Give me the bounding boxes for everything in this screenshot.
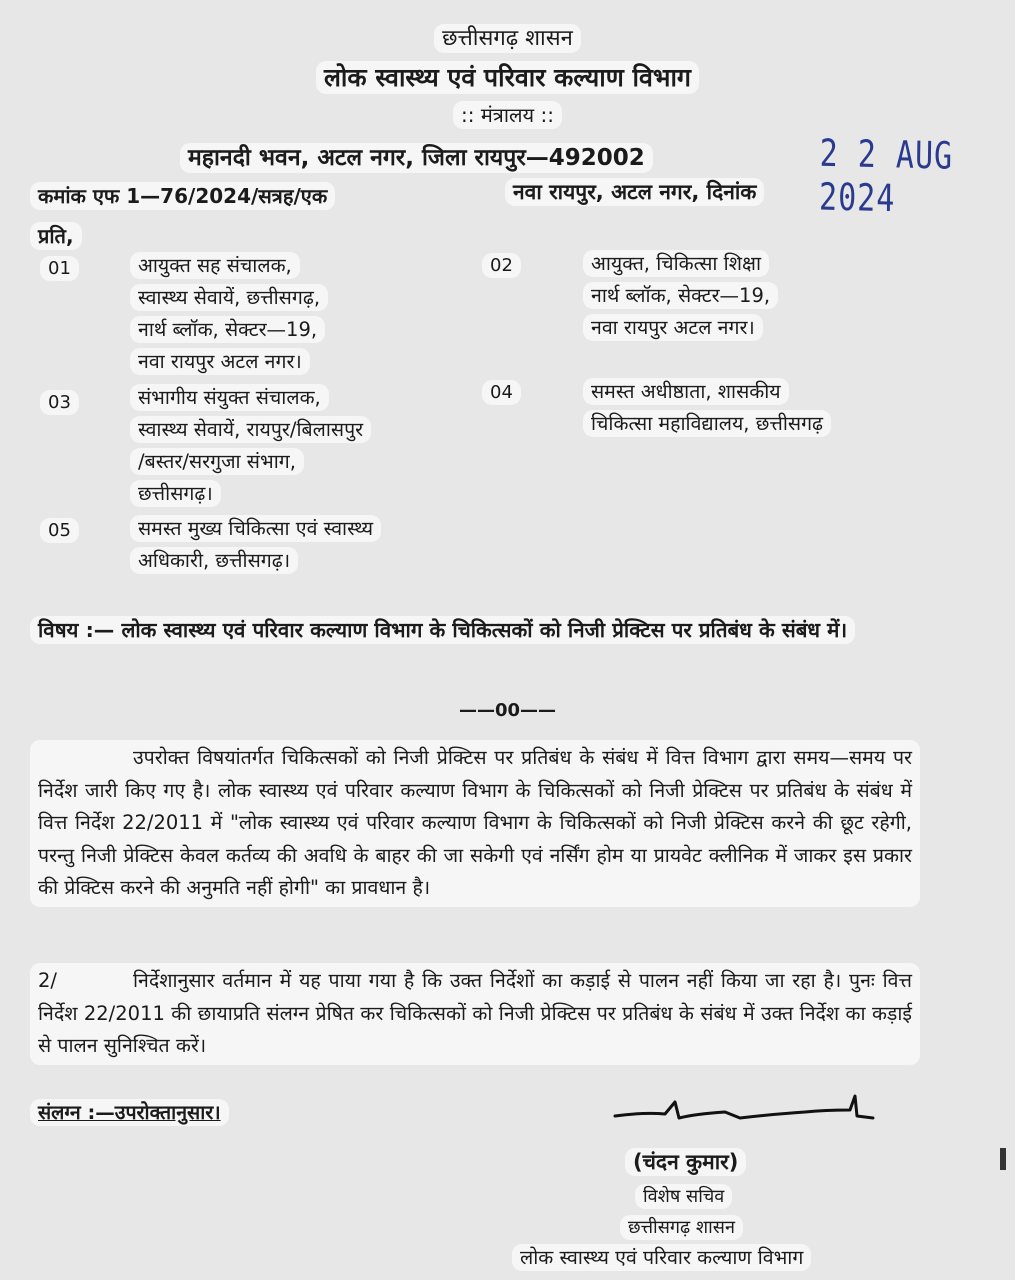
letterhead-ministry: :: मंत्रालय :: xyxy=(0,101,1015,128)
place-date: नवा रायपुर, अटल नगर, दिनांक xyxy=(505,178,764,206)
letterhead-govt: छत्तीसगढ़ शासन xyxy=(0,22,1015,52)
recipient-address: समस्त अधीष्ठाता, शासकीय चिकित्सा महाविद्यालय, छत्तीसगढ़ xyxy=(583,376,831,440)
recipient-number: 03 xyxy=(40,392,79,413)
recipients-label: प्रति, xyxy=(30,222,82,249)
subject-label: विषय :— xyxy=(38,618,115,642)
signature xyxy=(605,1088,885,1144)
body-paragraph-1: उपरोक्त विषयांतर्गत चिकित्सकों को निजी प्रेक्टिस पर प्रतिबंध के संबंध में वित्त विभाग द्वारा समय—समय पर निर्देश जारी किए गए है। लोक स्वास्थ्य एवं परिवार कल्याण विभाग के चिकित्सकों को निजी प्रेक्टिस पर प्रतिबंध के संबंध में वित्त निर्देश 22/2011 में "लोक स्वास्थ्य एवं परिवार कल्याण विभाग के चिकित्सकों को निजी प्रेक्टिस करने की छूट रहेगी, परन्तु निजी प्रेक्टिस केवल कर्तव्य की अवधि के बाहर की जा सकेगी एवं नर्सिंग होम या प्रायवेट क्लीनिक में जाकर इस प्रकार की प्रेक्टिस करने की अनुमति नहीं होगी" का प्रावधान है। xyxy=(30,740,920,907)
letterhead-department: लोक स्वास्थ्य एवं परिवार कल्याण विभाग xyxy=(0,60,1015,94)
signatory-title: विशेष सचिव xyxy=(635,1184,732,1208)
signatory-govt: छत्तीसगढ़ शासन xyxy=(620,1215,743,1239)
recipient-address: आयुक्त सह संचालक, स्वास्थ्य सेवायें, छत्तीसगढ़, नार्थ ब्लॉक, सेक्टर—19, नवा रायपुर अटल नगर। xyxy=(130,250,328,378)
signatory-name: (चंदन कुमार) xyxy=(625,1148,746,1176)
margin-mark xyxy=(1000,1148,1006,1170)
date-stamp: 2 2 AUG 2024 xyxy=(818,132,954,222)
recipient-number: 05 xyxy=(40,520,79,541)
recipient-number: 04 xyxy=(482,382,521,403)
paragraph-number: 2/ xyxy=(38,969,57,992)
recipient-address: समस्त मुख्य चिकित्सा एवं स्वास्थ्य अधिकारी, छत्तीसगढ़। xyxy=(130,513,381,577)
letterhead-address: महानदी भवन, अटल नगर, जिला रायपुर—492002 xyxy=(180,140,653,172)
recipient-number: 01 xyxy=(40,258,79,279)
reference-number: कमांक एफ 1—76/2024/सत्रह/एक xyxy=(30,182,335,209)
recipient-address: आयुक्त, चिकित्सा शिक्षा नार्थ ब्लॉक, सेक्टर—19, नवा रायपुर अटल नगर। xyxy=(583,248,778,344)
enclosure: संलग्न :—उपरोक्तानुसार। xyxy=(30,1098,229,1125)
subject-line xyxy=(30,612,920,648)
recipient-address: संभागीय संयुक्त संचालक, स्वास्थ्य सेवायें, रायपुर/बिलासपुर /बस्तर/सरगुजा संभाग, छत्तीसगढ़। xyxy=(130,382,371,510)
recipient-number: 02 xyxy=(482,255,521,276)
separator: ——00—— xyxy=(458,700,557,721)
subject-text: लोक स्वास्थ्य एवं परिवार कल्याण विभाग के चिकित्सकों को निजी प्रेक्टिस पर प्रतिबंध के संबंध में। xyxy=(121,618,848,642)
signatory-department: लोक स्वास्थ्य एवं परिवार कल्याण विभाग xyxy=(512,1243,811,1270)
body-paragraph-2: 2/ निर्देशानुसार वर्तमान में यह पाया गया है कि उक्त निर्देशों का कड़ाई से पालन नहीं किया जा रहा है। पुनः वित्त निर्देश 22/2011 की छायाप्रति संलग्न प्रेषित कर चिकित्सकों को निजी प्रेक्टिस पर प्रतिबंध के संबंध में उक्त निर्देश का कड़ाई से पालन सुनिश्चित करें। xyxy=(30,963,920,1065)
